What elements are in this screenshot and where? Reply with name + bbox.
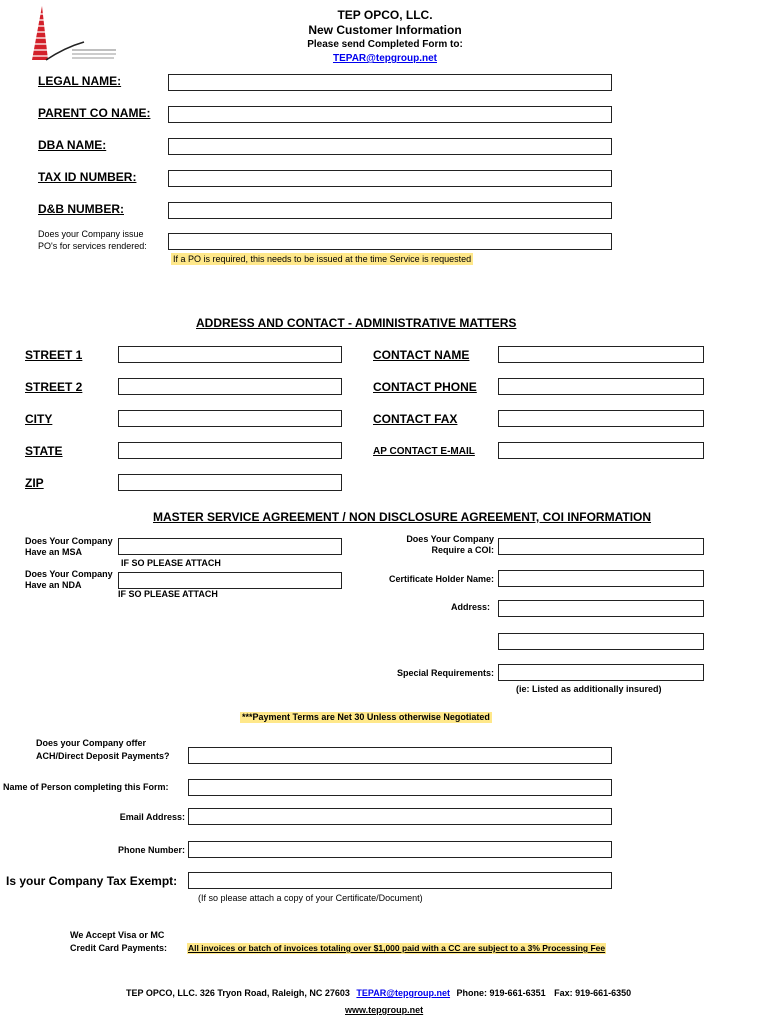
footer-line (126, 988, 631, 999)
msa-question-label: Does Your Company Have an MSA (25, 536, 113, 557)
tax-exempt-note: (If so please attach a copy of your Certificate/Document) (198, 893, 423, 903)
po-question-field[interactable] (168, 233, 612, 250)
nda-question-label: Does Your Company Have an NDA (25, 569, 113, 590)
header-email-link[interactable]: TEPAR@tepgroup.net (332, 53, 437, 64)
tax-id-field[interactable] (168, 170, 612, 187)
phone-field[interactable] (188, 841, 612, 858)
state-field[interactable] (118, 442, 342, 459)
city-field[interactable] (118, 410, 342, 427)
footer-email-link[interactable]: TEPAR@tepgroup.net (356, 988, 451, 998)
legal-name-label: LEGAL NAME: (38, 74, 122, 88)
zip-field[interactable] (118, 474, 342, 491)
state-label: STATE (25, 444, 63, 458)
cert-address-field-1[interactable] (498, 600, 704, 617)
company-logo (28, 4, 120, 66)
ap-email-label: AP CONTACT E-MAIL (373, 446, 475, 457)
street1-label: STREET 1 (25, 348, 83, 362)
footer-website-link[interactable]: www.tepgroup.net (345, 1005, 424, 1015)
tax-exempt-label: Is your Company Tax Exempt: (6, 874, 178, 888)
company-name: TEP OPCO, LLC. (337, 8, 433, 22)
msa-section-heading: MASTER SERVICE AGREEMENT / NON DISCLOSURE AGREEMENT, COI INFORMATION (153, 510, 652, 524)
form-header (260, 8, 510, 66)
street2-field[interactable] (118, 378, 342, 395)
contact-fax-field[interactable] (498, 410, 704, 427)
coi-question-label: Does Your Company Require a COI: (406, 534, 494, 555)
special-requirements-field[interactable] (498, 664, 704, 681)
special-requirements-label: Special Requirements: (396, 668, 494, 678)
po-question-label: Does your Company issue PO's for services rendered: (38, 229, 147, 251)
street2-label: STREET 2 (25, 380, 83, 394)
cert-address-label: Address: (450, 602, 490, 612)
coi-field[interactable] (498, 538, 704, 555)
credit-card-label: We Accept Visa or MC Credit Card Payments: (70, 930, 168, 953)
address-section-heading: ADDRESS AND CONTACT - ADMINISTRATIVE MATTERS (196, 316, 517, 330)
tax-id-label: TAX ID NUMBER: (38, 170, 137, 184)
city-label: CITY (25, 412, 53, 426)
nda-field[interactable] (118, 572, 342, 589)
tax-exempt-field[interactable] (188, 872, 612, 889)
email-field[interactable] (188, 808, 612, 825)
cert-address-field-2[interactable] (498, 633, 704, 650)
send-instructions: Please send Completed Form to: (307, 39, 463, 50)
parent-co-name-field[interactable] (168, 106, 612, 123)
person-name-label: Name of Person completing this Form: (3, 782, 169, 792)
ap-email-field[interactable] (498, 442, 704, 459)
footer-phone: Phone: 919-661-6351 (456, 988, 546, 998)
ach-question-label: Does your Company offer ACH/Direct Deposit Payments? (36, 738, 170, 761)
parent-co-name-label: PARENT CO NAME: (38, 106, 151, 120)
form-title: New Customer Information (308, 23, 462, 37)
dnb-number-label: D&B NUMBER: (38, 202, 124, 216)
nda-attach-note: IF SO PLEASE ATTACH (118, 589, 218, 599)
dba-name-field[interactable] (168, 138, 612, 155)
contact-fax-label: CONTACT FAX (373, 412, 458, 426)
dnb-number-field[interactable] (168, 202, 612, 219)
credit-card-fee-note: All invoices or batch of invoices totaling over $1,000 paid with a CC are subject to a 3% Processing Fee (188, 943, 606, 953)
cert-holder-label: Certificate Holder Name: (388, 574, 494, 584)
legal-name-field[interactable] (168, 74, 612, 91)
contact-phone-label: CONTACT PHONE (373, 380, 477, 394)
msa-attach-note: IF SO PLEASE ATTACH (121, 558, 221, 568)
po-note: If a PO is required, this needs to be issued at the time Service is requested (173, 254, 472, 264)
footer-fax: Fax: 919-661-6350 (554, 988, 632, 998)
phone-label: Phone Number: (117, 845, 185, 855)
cert-holder-field[interactable] (498, 570, 704, 587)
payment-terms-note: ***Payment Terms are Net 30 Unless otherwise Negotiated (242, 712, 490, 722)
zip-label: ZIP (25, 476, 44, 490)
contact-name-field[interactable] (498, 346, 704, 363)
special-requirements-note: (ie: Listed as additionally insured) (516, 684, 662, 694)
person-name-field[interactable] (188, 779, 612, 796)
footer-address: TEP OPCO, LLC. 326 Tryon Road, Raleigh, NC 27603 (126, 988, 350, 998)
contact-phone-field[interactable] (498, 378, 704, 395)
msa-field[interactable] (118, 538, 342, 555)
email-label: Email Address: (119, 812, 185, 822)
ach-field[interactable] (188, 747, 612, 764)
street1-field[interactable] (118, 346, 342, 363)
contact-name-label: CONTACT NAME (373, 348, 470, 362)
dba-name-label: DBA NAME: (38, 138, 107, 152)
